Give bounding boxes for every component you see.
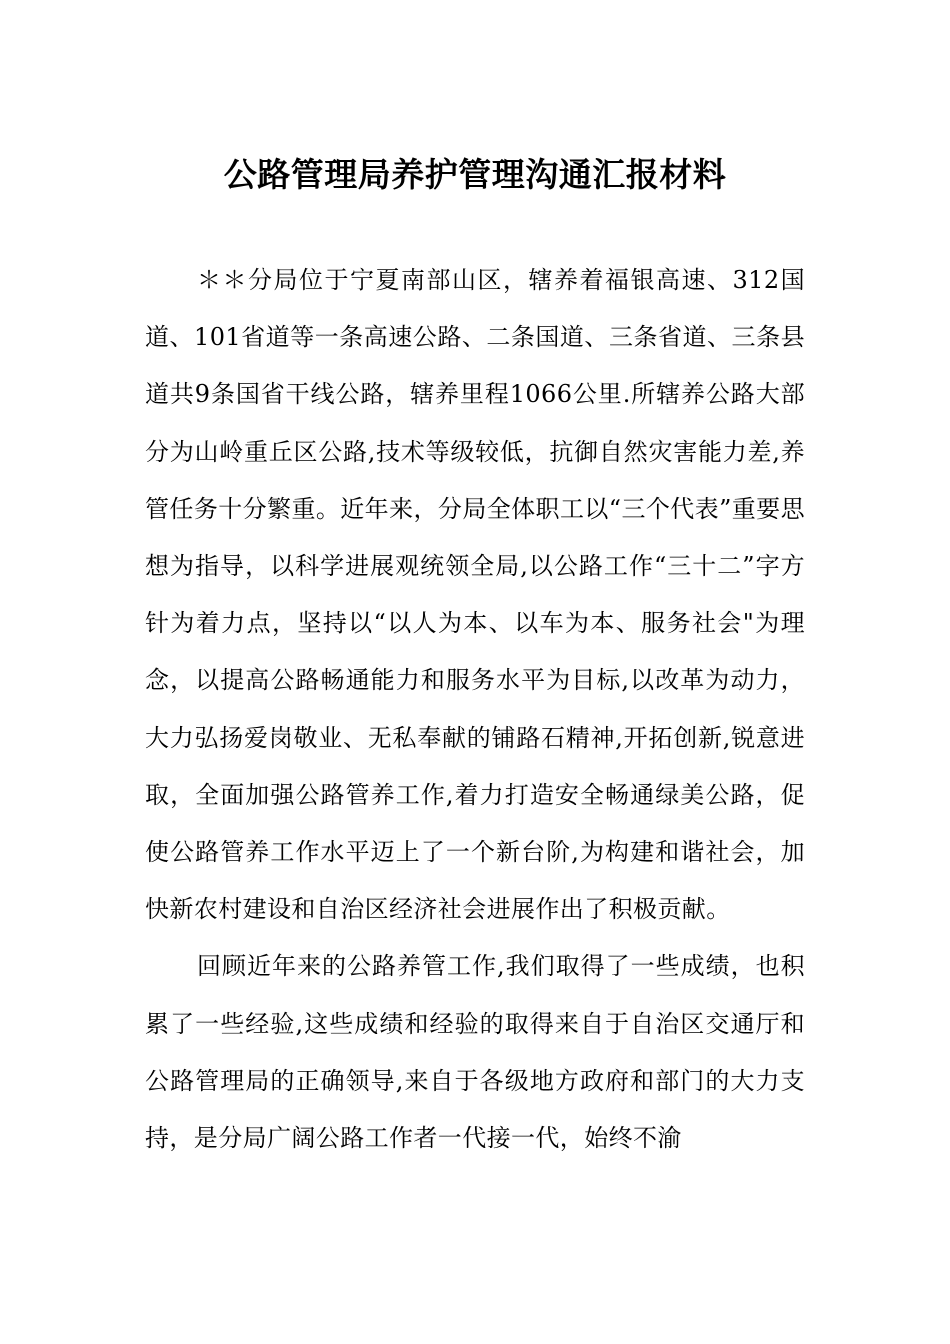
document-title: 公路管理局养护管理沟通汇报材料 xyxy=(223,155,727,195)
document-body xyxy=(145,252,805,1167)
paragraph-review: 回顾近年来的公路养管工作,我们取得了一些成绩，也积累了一些经验,这些成绩和经验的取得来自于自治区交通厅和公路管理局的正确领导,来自于各级地方政府和部门的大力支持，是分局广阔公路工作者一代接一代，始终不渝 xyxy=(145,952,805,1153)
paragraph-intro: ＊＊分局位于宁夏南部山区，辖养着福银高速、312国道、101省道等一条高速公路、二条国道、三条省道、三条县道共9条国省干线公路，辖养里程1066公里.所辖养公路大部分为山岭重丘区公路,技术等级较低，抗御自然灾害能力差,养管任务十分繁重。近年来，分局全体职工以“三个代表”重要思想为指导，以科学进展观统领全局,以公路工作“三十二”字方针为着力点，坚持以“以人为本、以车为本、服务社会"为理念，以提高公路畅通能力和服务水平为目标,以改革为动力，大力弘扬爱岗敬业、无私奉献的铺路石精神,开拓创新,锐意进取，全面加强公路管养工作,着力打造安全畅通绿美公路，促使公路管养工作水平迈上了一个新台阶,为构建和谐社会，加快新农村建设和自治区经济社会进展作出了积极贡献。 xyxy=(145,266,805,924)
